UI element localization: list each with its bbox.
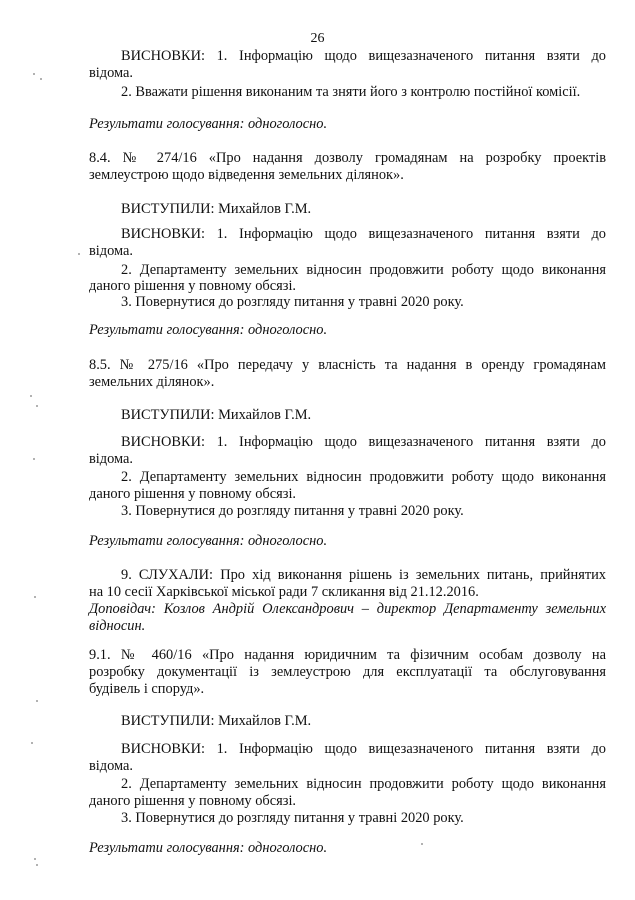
conclusion-line: відома. xyxy=(89,243,134,259)
heard-line: на 10 сесії Харківської міської ради 7 скликання від 21.12.2016. xyxy=(89,584,479,600)
conclusion-line: даного рішення у повному обсязі. xyxy=(89,278,297,294)
conclusion-line: ВИСНОВКИ: 1. Інформацію щодо вищезазначеного питання взяти до xyxy=(121,48,606,64)
voting-result: Результати голосування: одноголосно. xyxy=(89,840,328,856)
agenda-item-title: земельних ділянок». xyxy=(89,374,215,390)
conclusion-line: ВИСНОВКИ: 1. Інформацію щодо вищезазначеного питання взяти до xyxy=(121,226,606,242)
scan-speck xyxy=(78,253,80,255)
speakers-line: ВИСТУПИЛИ: Михайлов Г.М. xyxy=(121,201,312,217)
conclusion-line: 2. Департаменту земельних відносин продовжити роботу щодо виконання xyxy=(121,262,606,278)
scan-speck xyxy=(421,843,423,845)
heard-line: 9. СЛУХАЛИ: Про хід виконання рішень із земельних питань, прийнятих xyxy=(121,567,606,583)
conclusion-line: даного рішення у повному обсязі. xyxy=(89,486,297,502)
scan-speck xyxy=(40,78,42,80)
scan-speck xyxy=(30,395,32,397)
voting-result: Результати голосування: одноголосно. xyxy=(89,116,328,132)
agenda-item-title: будівель і споруд». xyxy=(89,681,205,697)
page-number: 26 xyxy=(310,31,325,46)
conclusion-line: відома. xyxy=(89,451,134,467)
agenda-item-title: землеустрою щодо відведення земельних ділянок». xyxy=(89,167,404,183)
conclusion-line: 3. Повернутися до розгляду питання у травні 2020 року. xyxy=(121,503,464,519)
conclusion-line: 2. Вважати рішення виконаним та зняти його з контролю постійної комісії. xyxy=(121,84,581,100)
conclusion-line: ВИСНОВКИ: 1. Інформацію щодо вищезазначеного питання взяти до xyxy=(121,741,606,757)
scan-speck xyxy=(33,73,35,75)
scan-speck xyxy=(36,700,38,702)
voting-result: Результати голосування: одноголосно. xyxy=(89,533,328,549)
scan-speck xyxy=(34,858,36,860)
conclusion-line: ВИСНОВКИ: 1. Інформацію щодо вищезазначеного питання взяти до xyxy=(121,434,606,450)
conclusion-line: 2. Департаменту земельних відносин продовжити роботу щодо виконання xyxy=(121,776,606,792)
conclusion-line: 3. Повернутися до розгляду питання у травні 2020 року. xyxy=(121,810,464,826)
agenda-item-title: розробку документації із землеустрою для експлуатації та обслуговування xyxy=(89,664,606,680)
scan-speck xyxy=(34,596,36,598)
agenda-item-title: 9.1. № 460/16 «Про надання юридичним та фізичним особам дозволу на xyxy=(89,647,606,663)
speaker-line: Доповідач: Козлов Андрій Олександрович – директор Департаменту земельних xyxy=(89,601,606,617)
agenda-item-title: 8.4. № 274/16 «Про надання дозволу громадянам на розробку проектів xyxy=(89,150,606,166)
conclusion-line: відома. xyxy=(89,758,134,774)
conclusion-line: даного рішення у повному обсязі. xyxy=(89,793,297,809)
agenda-item-title: 8.5. № 275/16 «Про передачу у власність та надання в оренду громадянам xyxy=(89,357,606,373)
conclusion-line: 3. Повернутися до розгляду питання у травні 2020 року. xyxy=(121,294,464,310)
conclusion-line: 2. Департаменту земельних відносин продовжити роботу щодо виконання xyxy=(121,469,606,485)
scan-speck xyxy=(36,405,38,407)
voting-result: Результати голосування: одноголосно. xyxy=(89,322,328,338)
speakers-line: ВИСТУПИЛИ: Михайлов Г.М. xyxy=(121,713,312,729)
speaker-line: відносин. xyxy=(89,618,146,634)
scan-speck xyxy=(36,864,38,866)
scan-speck xyxy=(31,742,33,744)
speakers-line: ВИСТУПИЛИ: Михайлов Г.М. xyxy=(121,407,312,423)
conclusion-line: відома. xyxy=(89,65,134,81)
scan-speck xyxy=(33,458,35,460)
